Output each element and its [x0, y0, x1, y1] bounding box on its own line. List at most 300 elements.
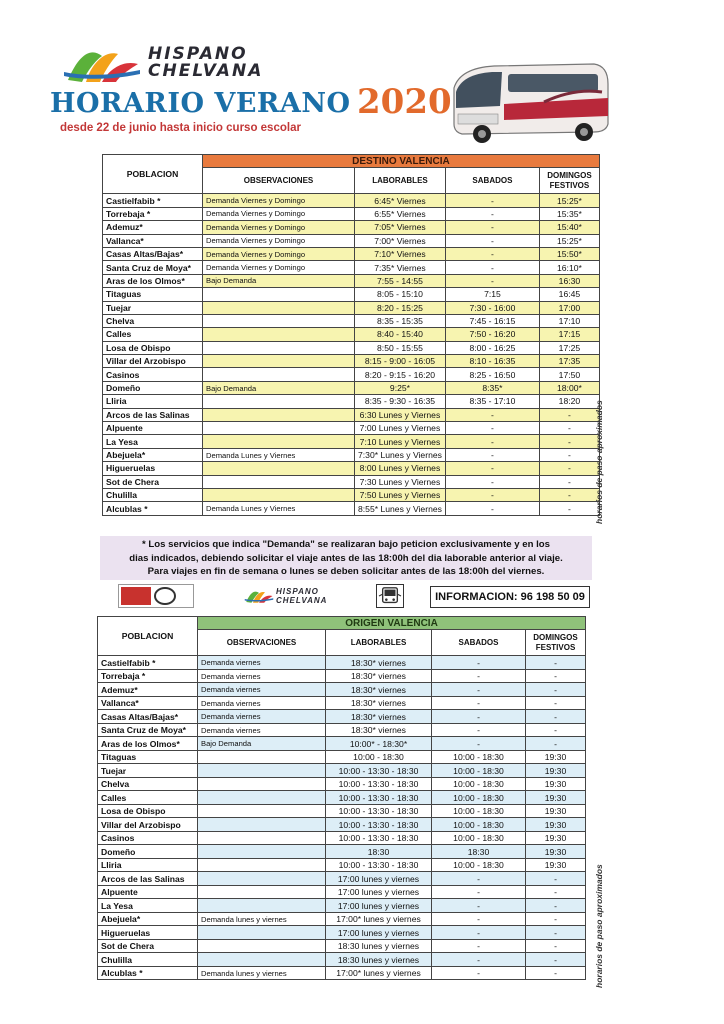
- sabados-cell: 10:00 - 18:30: [432, 750, 526, 764]
- laborables-cell: 8:15 - 9:00 - 16:05: [355, 355, 446, 368]
- domingos-cell: 15:35*: [539, 207, 599, 220]
- small-brand-name: [276, 587, 327, 605]
- domingos-cell: 17:35: [539, 355, 599, 368]
- laborables-cell: 18:30* viernes: [326, 683, 432, 697]
- poblacion-cell: Domeño: [98, 845, 198, 859]
- domingos-cell: -: [539, 422, 599, 435]
- poblacion-cell: Santa Cruz de Moya*: [103, 261, 203, 274]
- sabados-cell: -: [445, 274, 539, 287]
- domingos-cell: 19:30: [526, 791, 586, 805]
- sabados-cell: -: [432, 669, 526, 683]
- domingos-cell: -: [526, 953, 586, 967]
- notice-line-3: Para viajes en fin de semana o lunes se deben solicitar antes de las 18:00h del viernes.: [147, 566, 545, 577]
- domingos-cell: 17:10: [539, 314, 599, 327]
- poblacion-cell: Higueruelas: [98, 926, 198, 940]
- observaciones-cell: Demanda viernes: [198, 656, 326, 670]
- sabados-cell: -: [445, 435, 539, 448]
- domingos-cell: -: [526, 885, 586, 899]
- domingos-cell: -: [539, 462, 599, 475]
- poblacion-cell: Calles: [98, 791, 198, 805]
- notice-line-1: * Los servicios que indica "Demanda" se realizaran bajo peticion exclusivamente y en los: [142, 539, 550, 550]
- poblacion-cell: Lliria: [98, 858, 198, 872]
- sabados-header: SABADOS: [432, 630, 526, 656]
- table-row: [103, 328, 600, 341]
- table-row: [103, 422, 600, 435]
- table-row: [98, 831, 586, 845]
- domingos-cell: -: [526, 683, 586, 697]
- table-row: [98, 764, 586, 778]
- laborables-cell: 7:10 Lunes y Viernes: [355, 435, 446, 448]
- table-row: [103, 301, 600, 314]
- observaciones-header: OBSERVACIONES: [203, 168, 355, 194]
- page-title: HORARIO VERANO: [50, 88, 351, 119]
- observaciones-cell: Demanda Viernes y Domingo: [203, 207, 355, 220]
- poblacion-cell: Ademuz*: [98, 683, 198, 697]
- laborables-cell: 17:00* lunes y viernes: [326, 966, 432, 980]
- observaciones-cell: Bajo Demanda: [203, 381, 355, 394]
- poblacion-cell: Sot de Chera: [103, 475, 203, 488]
- observaciones-cell: [203, 328, 355, 341]
- poblacion-cell: Chulilla: [98, 953, 198, 967]
- hispano-chelvana-small-logo-icon: [244, 586, 274, 606]
- domingos-cell: 17:15: [539, 328, 599, 341]
- sabados-cell: -: [432, 683, 526, 697]
- domingos-cell: 15:25*: [539, 234, 599, 247]
- brand-line-2: CHELVANA: [148, 61, 264, 81]
- laborables-cell: 18:30* viernes: [326, 710, 432, 724]
- laborables-cell: 10:00 - 13:30 - 18:30: [326, 858, 432, 872]
- table-row: [103, 288, 600, 301]
- table-row: [103, 341, 600, 354]
- table-row: [98, 683, 586, 697]
- observaciones-header: OBSERVACIONES: [198, 630, 326, 656]
- laborables-cell: 17:00* lunes y viernes: [326, 912, 432, 926]
- sabados-cell: -: [432, 656, 526, 670]
- observaciones-cell: [203, 314, 355, 327]
- domingos-cell: -: [526, 737, 586, 751]
- laborables-cell: 6:30 Lunes y Viernes: [355, 408, 446, 421]
- domingos-cell: -: [526, 966, 586, 980]
- laborables-cell: 18:30* viernes: [326, 723, 432, 737]
- sabados-cell: -: [445, 488, 539, 501]
- poblacion-cell: Arcos de las Salinas: [103, 408, 203, 421]
- title-year: 2020: [357, 82, 452, 122]
- table-row: [103, 207, 600, 220]
- sabados-cell: -: [432, 696, 526, 710]
- table-row: [103, 488, 600, 501]
- table-row: [98, 845, 586, 859]
- certification-badge-icon: [118, 584, 194, 608]
- observaciones-cell: [198, 939, 326, 953]
- observaciones-cell: [198, 818, 326, 832]
- sabados-cell: -: [432, 723, 526, 737]
- poblacion-cell: Casinos: [98, 831, 198, 845]
- sabados-cell: -: [432, 899, 526, 913]
- table-row: [98, 669, 586, 683]
- table-row: [103, 261, 600, 274]
- table-row: [98, 899, 586, 913]
- laborables-cell: 7:50 Lunes y Viernes: [355, 488, 446, 501]
- table-row: [103, 355, 600, 368]
- header-row: [98, 617, 586, 630]
- poblacion-cell: Aras de los Olmos*: [98, 737, 198, 751]
- sabados-cell: 8:10 - 16:35: [445, 355, 539, 368]
- domingos-cell: 19:30: [526, 777, 586, 791]
- laborables-cell: 10:00 - 13:30 - 18:30: [326, 791, 432, 805]
- table-row: [98, 872, 586, 886]
- sabados-cell: -: [432, 710, 526, 724]
- sabados-cell: -: [445, 221, 539, 234]
- domingos-cell: 15:50*: [539, 247, 599, 260]
- table-row: [98, 885, 586, 899]
- sabados-cell: -: [432, 737, 526, 751]
- sabados-cell: -: [445, 234, 539, 247]
- observaciones-cell: Bajo Demanda: [203, 274, 355, 287]
- origen-table: [97, 616, 586, 980]
- domingos-cell: -: [526, 872, 586, 886]
- sabados-cell: -: [432, 939, 526, 953]
- observaciones-cell: [198, 764, 326, 778]
- table-row: [103, 502, 600, 515]
- domingos-cell: -: [539, 448, 599, 461]
- table-row: [98, 710, 586, 724]
- laborables-cell: 8:00 Lunes y Viernes: [355, 462, 446, 475]
- observaciones-cell: Demanda viernes: [198, 710, 326, 724]
- domingos-cell: -: [526, 899, 586, 913]
- domingos-cell: -: [539, 488, 599, 501]
- laborables-header: LABORABLES: [355, 168, 446, 194]
- destino-banner: DESTINO VALENCIA: [203, 155, 600, 168]
- poblacion-cell: Torrebaja *: [98, 669, 198, 683]
- laborables-cell: 8:20 - 9:15 - 16:20: [355, 368, 446, 381]
- poblacion-cell: Lliria: [103, 395, 203, 408]
- table-row: [103, 247, 600, 260]
- table-row: [98, 953, 586, 967]
- table-row: [98, 912, 586, 926]
- sabados-cell: -: [445, 408, 539, 421]
- table-row: [103, 408, 600, 421]
- sabados-cell: 10:00 - 18:30: [432, 858, 526, 872]
- domingos-cell: 18:20: [539, 395, 599, 408]
- poblacion-cell: Sot de Chera: [98, 939, 198, 953]
- domingos-cell: 16:10*: [539, 261, 599, 274]
- poblacion-cell: Vallanca*: [98, 696, 198, 710]
- observaciones-cell: Demanda lunes y viernes: [198, 912, 326, 926]
- origen-banner: ORIGEN VALENCIA: [198, 617, 586, 630]
- domingos-header: DOMINGOS FESTIVOS: [539, 168, 599, 194]
- poblacion-cell: Castielfabib *: [103, 194, 203, 207]
- sabados-cell: 10:00 - 18:30: [432, 791, 526, 805]
- laborables-cell: 18:30* viernes: [326, 656, 432, 670]
- table-row: [103, 234, 600, 247]
- sabados-cell: 8:35 - 17:10: [445, 395, 539, 408]
- observaciones-cell: [203, 301, 355, 314]
- destino-body: [103, 155, 600, 516]
- domingos-cell: -: [526, 696, 586, 710]
- cert-seal-icon: [154, 587, 176, 605]
- table-row: [103, 462, 600, 475]
- domingos-cell: 19:30: [526, 831, 586, 845]
- observaciones-cell: Demanda lunes y viernes: [198, 966, 326, 980]
- observaciones-cell: [198, 926, 326, 940]
- small-brand-line-1: HISPANO: [276, 587, 319, 596]
- sabados-cell: -: [445, 502, 539, 515]
- domingos-cell: 19:30: [526, 804, 586, 818]
- laborables-cell: 7:05* Viernes: [355, 221, 446, 234]
- table-row: [98, 939, 586, 953]
- laborables-cell: 17:00 lunes y viernes: [326, 899, 432, 913]
- laborables-cell: 18:30 lunes y viernes: [326, 953, 432, 967]
- observaciones-cell: Demanda Viernes y Domingo: [203, 221, 355, 234]
- page-subtitle: desde 22 de junio hasta inicio curso escolar: [60, 122, 301, 134]
- poblacion-cell: Tuejar: [103, 301, 203, 314]
- laborables-cell: 8:35 - 9:30 - 16:35: [355, 395, 446, 408]
- observaciones-cell: [203, 488, 355, 501]
- observaciones-cell: [203, 475, 355, 488]
- observaciones-cell: Demanda Viernes y Domingo: [203, 234, 355, 247]
- observaciones-cell: [198, 791, 326, 805]
- poblacion-cell: Vallanca*: [103, 234, 203, 247]
- laborables-cell: 7:35* Viernes: [355, 261, 446, 274]
- laborables-cell: 18:30* viernes: [326, 669, 432, 683]
- table-row: [103, 314, 600, 327]
- table-row: [98, 804, 586, 818]
- sabados-cell: -: [445, 247, 539, 260]
- laborables-cell: 7:00 Lunes y Viernes: [355, 422, 446, 435]
- poblacion-cell: Losa de Obispo: [103, 341, 203, 354]
- domingos-cell: -: [526, 723, 586, 737]
- hispano-chelvana-logo-icon: [62, 42, 142, 86]
- observaciones-cell: [198, 899, 326, 913]
- laborables-cell: 18:30* viernes: [326, 696, 432, 710]
- poblacion-cell: Casas Altas/Bajas*: [103, 247, 203, 260]
- observaciones-cell: Demanda Lunes y Viernes: [203, 448, 355, 461]
- sabados-cell: 7:45 - 16:15: [445, 314, 539, 327]
- domingos-cell: -: [526, 939, 586, 953]
- table-row: [98, 966, 586, 980]
- domingos-header: DOMINGOS FESTIVOS: [526, 630, 586, 656]
- sabados-cell: 7:30 - 16:00: [445, 301, 539, 314]
- poblacion-cell: Alpuente: [103, 422, 203, 435]
- sabados-cell: -: [445, 261, 539, 274]
- observaciones-cell: [203, 341, 355, 354]
- laborables-cell: 7:10* Viernes: [355, 247, 446, 260]
- domingos-cell: -: [526, 656, 586, 670]
- observaciones-cell: Demanda Lunes y Viernes: [203, 502, 355, 515]
- poblacion-cell: Higueruelas: [103, 462, 203, 475]
- table-row: [98, 791, 586, 805]
- laborables-cell: 18:30 lunes y viernes: [326, 939, 432, 953]
- domingos-cell: 17:50: [539, 368, 599, 381]
- table-row: [103, 448, 600, 461]
- domingos-cell: 17:25: [539, 341, 599, 354]
- poblacion-cell: Losa de Obispo: [98, 804, 198, 818]
- table-row: [98, 750, 586, 764]
- info-strip: [0, 584, 724, 612]
- domingos-cell: 16:45: [539, 288, 599, 301]
- table-row: [103, 368, 600, 381]
- laborables-cell: 6:45* Viernes: [355, 194, 446, 207]
- observaciones-cell: [203, 355, 355, 368]
- domingos-cell: -: [539, 475, 599, 488]
- poblacion-cell: Chulilla: [103, 488, 203, 501]
- laborables-cell: 17:00 lunes y viernes: [326, 885, 432, 899]
- observaciones-cell: [203, 462, 355, 475]
- poblacion-header: POBLACION: [98, 617, 198, 656]
- domingos-cell: 19:30: [526, 764, 586, 778]
- bus-front-icon: [376, 584, 404, 608]
- table-row: [98, 656, 586, 670]
- sabados-cell: 10:00 - 18:30: [432, 831, 526, 845]
- laborables-cell: 10:00 - 13:30 - 18:30: [326, 804, 432, 818]
- poblacion-cell: Santa Cruz de Moya*: [98, 723, 198, 737]
- poblacion-cell: Casinos: [103, 368, 203, 381]
- observaciones-cell: [203, 422, 355, 435]
- observaciones-cell: Demanda viernes: [198, 683, 326, 697]
- sabados-cell: -: [432, 872, 526, 886]
- sabados-cell: 8:25 - 16:50: [445, 368, 539, 381]
- sabados-cell: 8:35*: [445, 381, 539, 394]
- domingos-cell: 19:30: [526, 818, 586, 832]
- table-row: [98, 723, 586, 737]
- laborables-cell: 8:40 - 15:40: [355, 328, 446, 341]
- sabados-cell: 7:15: [445, 288, 539, 301]
- observaciones-cell: [198, 885, 326, 899]
- poblacion-cell: Casas Altas/Bajas*: [98, 710, 198, 724]
- poblacion-cell: Domeño: [103, 381, 203, 394]
- laborables-cell: 7:30* Lunes y Viernes: [355, 448, 446, 461]
- poblacion-cell: Torrebaja *: [103, 207, 203, 220]
- table-row: [103, 194, 600, 207]
- poblacion-cell: Titaguas: [98, 750, 198, 764]
- poblacion-cell: Villar del Arzobispo: [103, 355, 203, 368]
- domingos-cell: 19:30: [526, 858, 586, 872]
- cert-red-block: [121, 587, 151, 605]
- laborables-cell: 10:00* - 18:30*: [326, 737, 432, 751]
- laborables-cell: 8:55* Lunes y Viernes: [355, 502, 446, 515]
- domingos-cell: 15:40*: [539, 221, 599, 234]
- laborables-cell: 10:00 - 13:30 - 18:30: [326, 777, 432, 791]
- sabados-cell: 7:50 - 16:20: [445, 328, 539, 341]
- observaciones-cell: [203, 395, 355, 408]
- poblacion-cell: Ademuz*: [103, 221, 203, 234]
- poblacion-cell: La Yesa: [98, 899, 198, 913]
- table-row: [98, 858, 586, 872]
- table-row: [98, 777, 586, 791]
- laborables-cell: 8:05 - 15:10: [355, 288, 446, 301]
- brand-name: [148, 46, 263, 80]
- laborables-cell: 10:00 - 13:30 - 18:30: [326, 818, 432, 832]
- poblacion-cell: Villar del Arzobispo: [98, 818, 198, 832]
- laborables-cell: 17:00 lunes y viernes: [326, 872, 432, 886]
- poblacion-cell: La Yesa: [103, 435, 203, 448]
- poblacion-cell: Chelva: [98, 777, 198, 791]
- poblacion-cell: Titaguas: [103, 288, 203, 301]
- table-row: [98, 926, 586, 940]
- domingos-cell: 19:30: [526, 845, 586, 859]
- laborables-header: LABORABLES: [326, 630, 432, 656]
- observaciones-cell: Demanda Viernes y Domingo: [203, 261, 355, 274]
- sabados-cell: -: [445, 448, 539, 461]
- observaciones-cell: Demanda viernes: [198, 696, 326, 710]
- sabados-cell: -: [432, 885, 526, 899]
- side-note-origen: horarios de paso aproximados: [594, 864, 604, 988]
- table-row: [103, 221, 600, 234]
- table-row: [98, 737, 586, 751]
- poblacion-cell: Calles: [103, 328, 203, 341]
- laborables-cell: 7:30 Lunes y Viernes: [355, 475, 446, 488]
- laborables-cell: 7:00* Viernes: [355, 234, 446, 247]
- domingos-cell: 15:25*: [539, 194, 599, 207]
- table-row: [103, 381, 600, 394]
- laborables-cell: 18:30: [326, 845, 432, 859]
- poblacion-cell: Chelva: [103, 314, 203, 327]
- poblacion-cell: Arcos de las Salinas: [98, 872, 198, 886]
- small-brand-line-2: CHELVANA: [276, 596, 328, 605]
- table-row: [103, 475, 600, 488]
- coach-bus-image-icon: [444, 58, 612, 146]
- observaciones-cell: Demanda Viernes y Domingo: [203, 247, 355, 260]
- sabados-cell: -: [445, 475, 539, 488]
- sabados-cell: 10:00 - 18:30: [432, 764, 526, 778]
- sabados-header: SABADOS: [445, 168, 539, 194]
- sabados-cell: -: [445, 422, 539, 435]
- header-row: [103, 155, 600, 168]
- sabados-cell: -: [432, 926, 526, 940]
- laborables-cell: 17:00 lunes y viernes: [326, 926, 432, 940]
- observaciones-cell: [203, 435, 355, 448]
- table-row: [103, 395, 600, 408]
- laborables-cell: 10:00 - 13:30 - 18:30: [326, 764, 432, 778]
- domingos-cell: -: [539, 502, 599, 515]
- observaciones-cell: Demanda viernes: [198, 669, 326, 683]
- sabados-cell: -: [432, 912, 526, 926]
- sabados-cell: 10:00 - 18:30: [432, 777, 526, 791]
- poblacion-cell: Tuejar: [98, 764, 198, 778]
- side-note-destino: horarios de paso aproximados: [594, 400, 604, 524]
- sabados-cell: 8:00 - 16:25: [445, 341, 539, 354]
- laborables-cell: 8:35 - 15:35: [355, 314, 446, 327]
- observaciones-cell: Demanda Viernes y Domingo: [203, 194, 355, 207]
- laborables-cell: 10:00 - 18:30: [326, 750, 432, 764]
- poblacion-cell: Alpuente: [98, 885, 198, 899]
- poblacion-header: POBLACION: [103, 155, 203, 194]
- domingos-cell: 16:30: [539, 274, 599, 287]
- sabados-cell: -: [445, 462, 539, 475]
- laborables-cell: 9:25*: [355, 381, 446, 394]
- poblacion-cell: Castielfabib *: [98, 656, 198, 670]
- observaciones-cell: [198, 953, 326, 967]
- destino-table: [102, 154, 600, 516]
- sabados-cell: -: [445, 207, 539, 220]
- notice-line-2: dias indicados, debiendo solicitar el viaje antes de las 18:00h del dia laborable anterior al viaje.: [129, 552, 563, 564]
- observaciones-cell: [198, 750, 326, 764]
- sabados-cell: 10:00 - 18:30: [432, 804, 526, 818]
- table-row: [98, 696, 586, 710]
- domingos-cell: -: [526, 669, 586, 683]
- table-row: [103, 274, 600, 287]
- observaciones-cell: [198, 858, 326, 872]
- observaciones-cell: [198, 831, 326, 845]
- sabados-cell: 18:30: [432, 845, 526, 859]
- domingos-cell: -: [526, 710, 586, 724]
- poblacion-cell: Aras de los Olmos*: [103, 274, 203, 287]
- poblacion-cell: Abejuela*: [98, 912, 198, 926]
- demand-notice: [100, 536, 592, 580]
- table-row: [98, 818, 586, 832]
- domingos-cell: -: [539, 408, 599, 421]
- sabados-cell: -: [432, 966, 526, 980]
